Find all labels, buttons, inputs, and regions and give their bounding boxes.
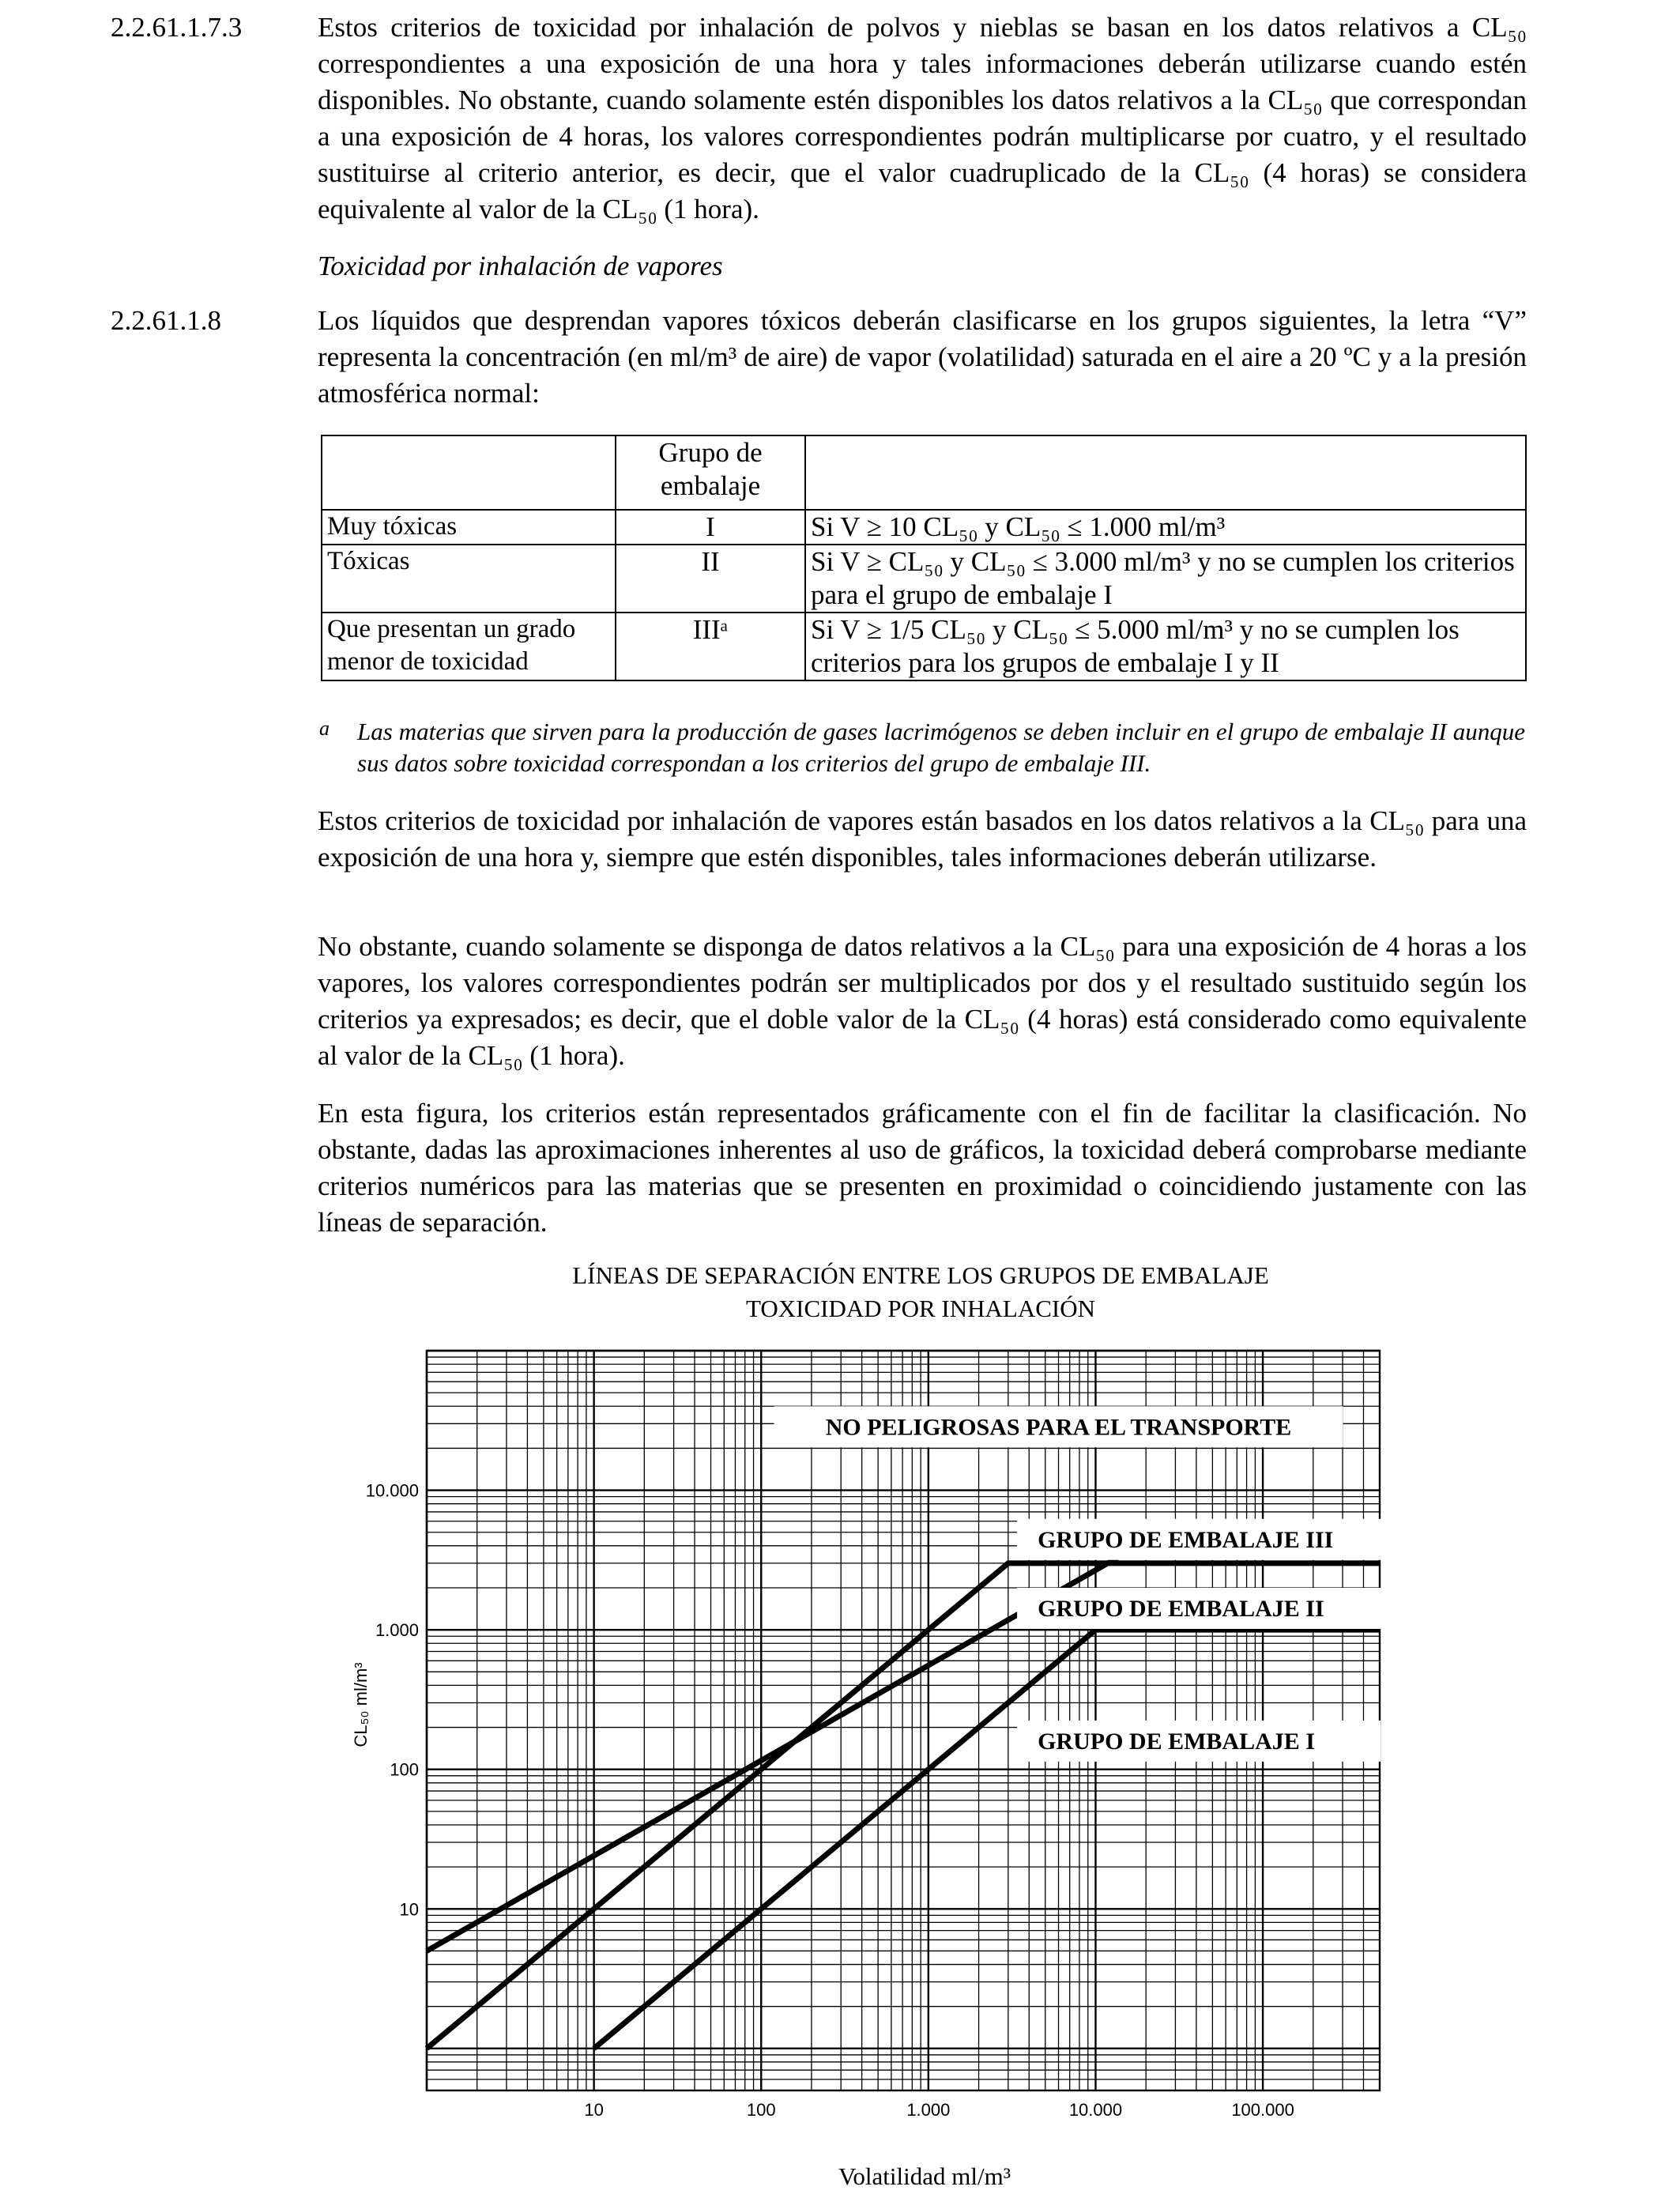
criteria-table: [321, 435, 1527, 681]
x-tick-label: 100: [746, 2100, 776, 2120]
section-number-2-2-61-1-7-3: 2.2.61.1.7.3: [111, 12, 243, 43]
y-tick-label: 100: [390, 1759, 419, 1780]
footnote-text: Las materias que sirven para la producción de gases lacrimógenos se deben incluir en el grupo de embalaje II aunque sus datos sobre toxicidad correspondan a los criterios del grupo de embalaje III.: [357, 718, 1525, 777]
table-row: [322, 510, 1526, 545]
x-tick-label: 100.000: [1231, 2100, 1294, 2120]
chart-labels: [351, 1406, 1407, 2120]
figure-title-line-2: TOXICIDAD POR INHALACIÓN: [745, 1295, 1096, 1322]
toxicity-label: Muy tóxicas: [322, 510, 616, 545]
separation-lines-chart: [332, 1332, 1407, 2138]
region-label: NO PELIGROSAS PARA EL TRANSPORTE: [825, 1414, 1292, 1441]
region-label: GRUPO DE EMBALAJE I: [1038, 1728, 1315, 1755]
table-row: [322, 545, 1526, 613]
y-tick-label: 10: [399, 1899, 419, 1920]
paragraph-2: No obstante, cuando solamente se disponga de datos relativos a la CL₅₀ para una exposición de 4 horas a los vapores, los valores correspondientes podrán ser multiplicados por dos y el resultado sustituido según los criterios ya expresados; es decir, que el doble valor de la CL₅₀ (4 horas) está considerado como equivalente al valor de la CL₅₀ (1 hora).: [318, 931, 1527, 1071]
table-row: [322, 613, 1526, 680]
toxicity-label: Tóxicas: [322, 545, 616, 613]
table-header-row: [322, 435, 1526, 510]
table-header-group: Grupo de embalaje: [616, 435, 805, 510]
section-text-2-2-61-1-8: Los líquidos que desprendan vapores tóxicos deberán clasificarse en los grupos siguientes, la letra “V” representa la concentración (en ml/m³ de aire) de vapor (volatilidad) saturada en el aire a 20 ºC y a la presión atmosférica normal:: [318, 305, 1527, 409]
region-label: GRUPO DE EMBALAJE III: [1038, 1526, 1334, 1553]
x-tick-label: 1.000: [906, 2100, 951, 2120]
criterion-text: Si V ≥ 10 CL₅₀ y CL₅₀ ≤ 1.000 ml/m³: [805, 510, 1526, 545]
footnote-mark: a: [319, 717, 330, 740]
criterion-text: Si V ≥ 1/5 CL₅₀ y CL₅₀ ≤ 5.000 ml/m³ y no se cumplen los criterios para los grupos de embalaje I y II: [805, 613, 1526, 680]
packing-group: II: [616, 545, 805, 613]
packing-group: IIIᵃ: [616, 613, 805, 680]
section-number-2-2-61-1-8: 2.2.61.1.8: [111, 305, 221, 336]
x-tick-label: 10.000: [1068, 2100, 1123, 2120]
separation-line: [594, 1630, 1380, 2049]
y-tick-label: 1.000: [375, 1620, 419, 1641]
table-header-criterion: [805, 435, 1526, 510]
section-text-2-2-61-1-7-3: Estos criterios de toxicidad por inhalación de polvos y nieblas se basan en los datos relativos a CL₅₀ correspondientes a una exposición de una hora y tales informaciones deberán utilizarse cuando estén disponibles. No obstante, cuando solamente estén disponibles los datos relativos a la CL₅₀ que correspondan a una exposición de 4 horas, los valores correspondientes podrán multiplicarse por cuatro, y el resultado sustituirse al criterio anterior, es decir, que el valor cuadruplicado de la CL₅₀ (4 horas) se considera equivalente al valor de la CL₅₀ (1 hora).: [318, 12, 1527, 224]
subheading-vapores: Toxicidad por inhalación de vapores: [318, 251, 723, 281]
y-axis-label: CL₅₀ ml/m³: [351, 1662, 371, 1747]
figure-title-line-1: LÍNEAS DE SEPARACIÓN ENTRE LOS GRUPOS DE EMBALAJE: [572, 1261, 1269, 1289]
x-axis-label: Volatilidad ml/m³: [838, 2162, 1011, 2190]
paragraph-3: En esta figura, los criterios están representados gráficamente con el fin de facilitar la clasificación. No obstante, dadas las aproximaciones inherentes al uso de gráficos, la toxicidad deberá comprobarse mediante criterios numéricos para las materias que se presenten en proximidad o coincidiendo justamente con las líneas de separación.: [318, 1098, 1527, 1238]
packing-group: I: [616, 510, 805, 545]
criterion-text: Si V ≥ CL₅₀ y CL₅₀ ≤ 3.000 ml/m³ y no se cumplen los criterios para el grupo de embalaje I: [805, 545, 1526, 613]
y-tick-label: 10.000: [365, 1480, 419, 1501]
paragraph-1: Estos criterios de toxicidad por inhalación de vapores están basados en los datos relativos a la CL₅₀ para una exposición de una hora y, siempre que estén disponibles, tales informaciones deberán utilizarse.: [318, 805, 1527, 873]
region-label: GRUPO DE EMBALAJE II: [1038, 1596, 1324, 1623]
x-tick-label: 10: [584, 2100, 604, 2120]
toxicity-label: Que presentan un grado menor de toxicidad: [322, 613, 616, 680]
table-header-empty: [322, 435, 616, 510]
